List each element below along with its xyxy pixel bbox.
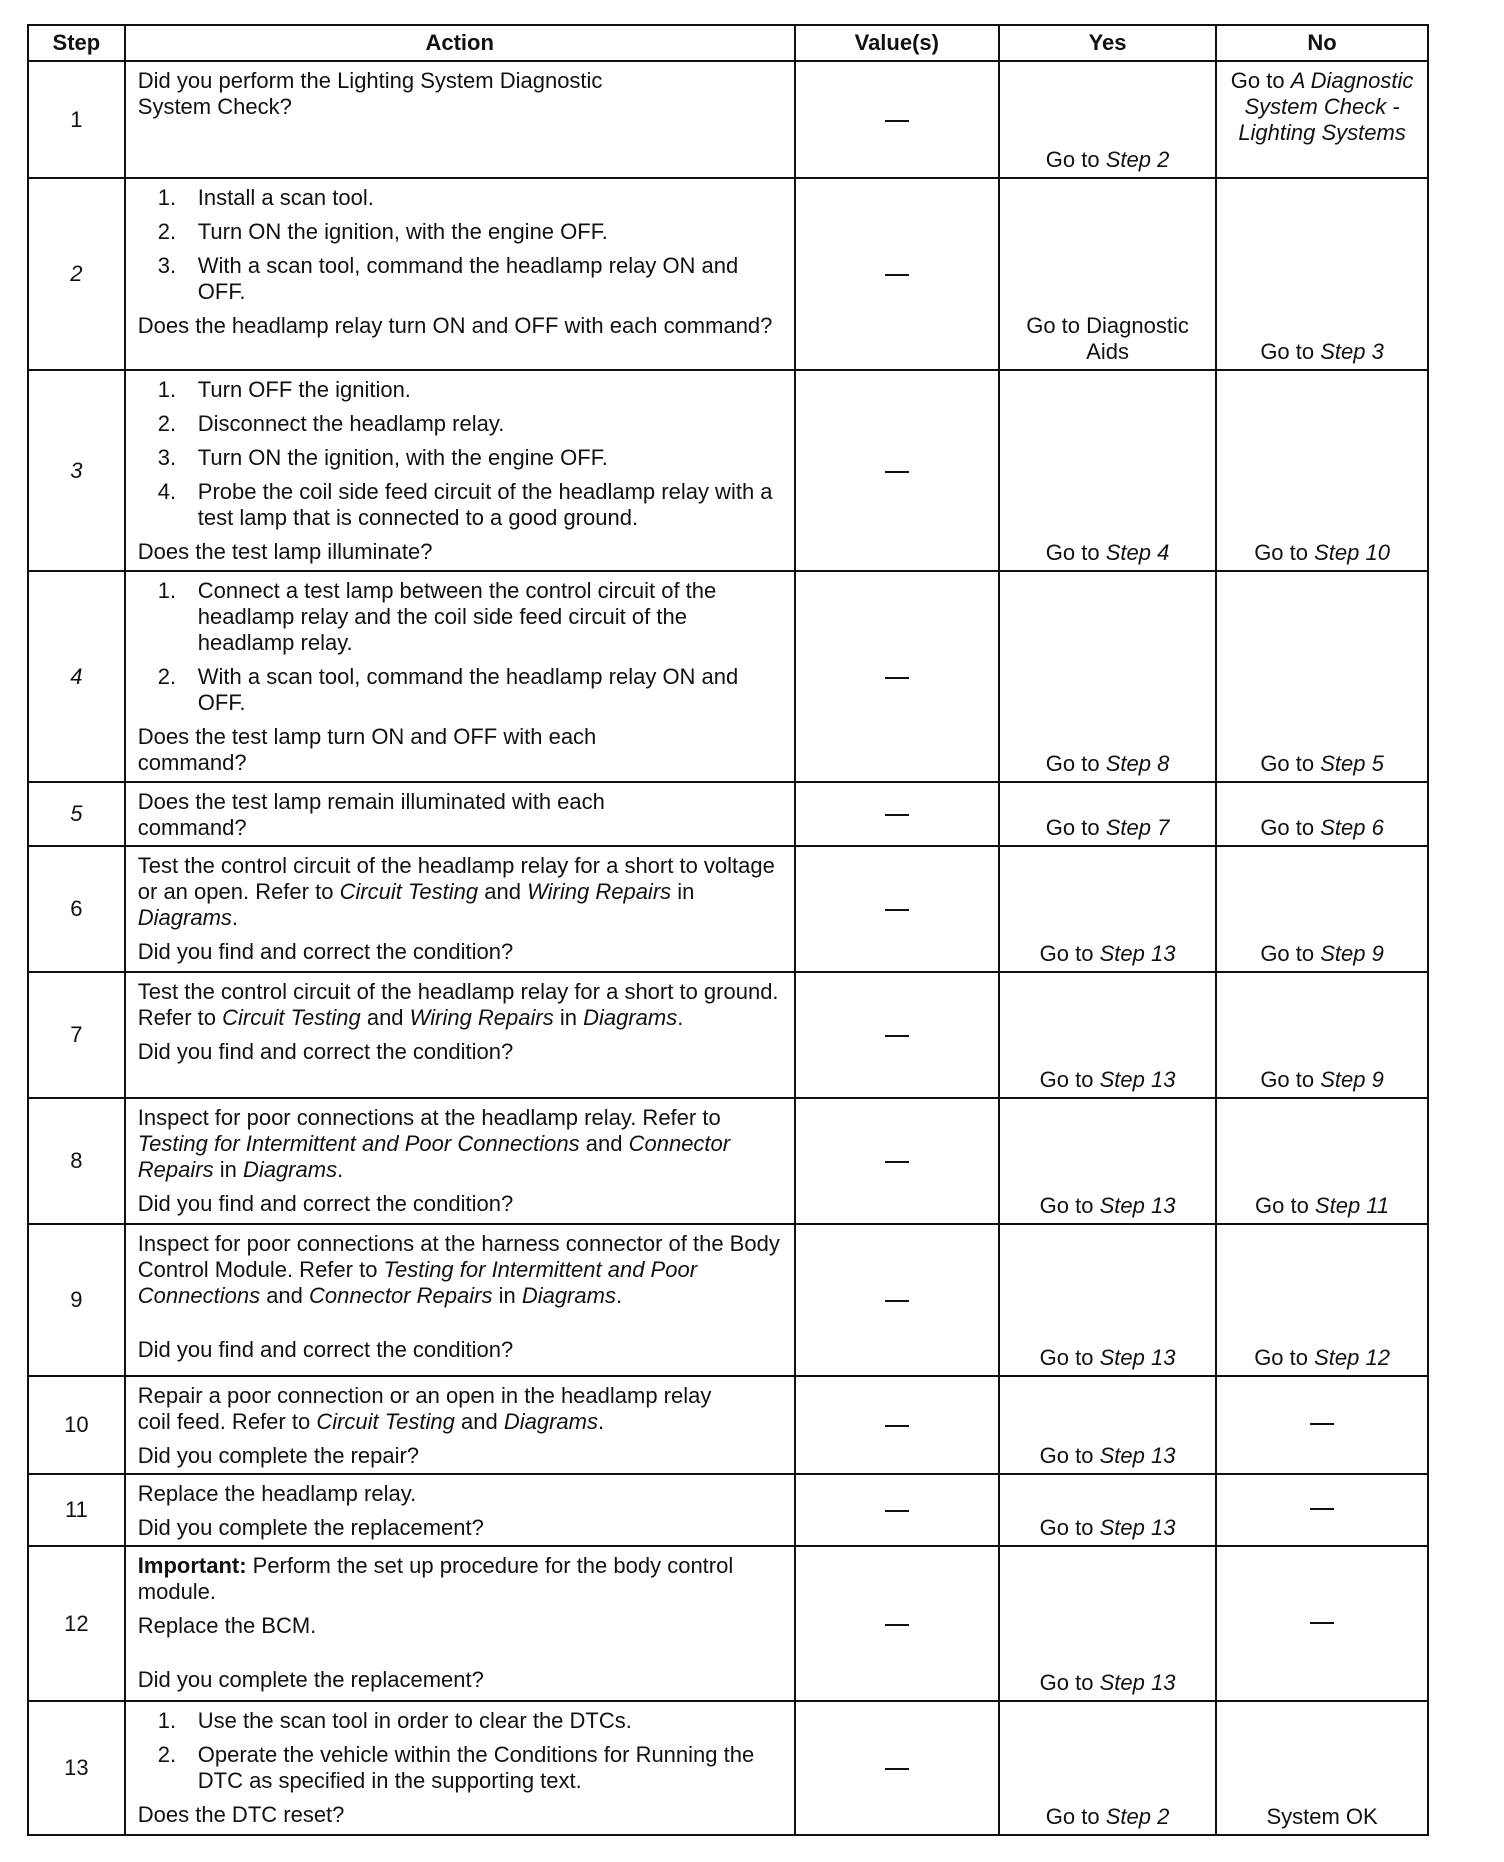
action-list bbox=[138, 578, 784, 716]
action-cell bbox=[125, 1701, 795, 1835]
dash-mark bbox=[885, 1035, 909, 1037]
no-link: Step 10 bbox=[1314, 540, 1390, 565]
list-item: 1. Use the scan tool in order to clear the DTCs. bbox=[157, 1708, 632, 1733]
table-row bbox=[28, 972, 1428, 1098]
no-cell bbox=[1216, 1474, 1428, 1546]
yes-link: Step 4 bbox=[1105, 540, 1170, 565]
no-link: Step 5 bbox=[1320, 751, 1384, 776]
step-number: 7 bbox=[28, 972, 125, 1098]
dash-mark bbox=[885, 1425, 909, 1427]
header-values: Value(s) bbox=[795, 25, 999, 61]
value-cell bbox=[795, 972, 999, 1098]
no-link: A Diagnostic System Check - Lighting Systems bbox=[1238, 68, 1414, 145]
yes-cell: Go to Step 13 bbox=[999, 1376, 1216, 1474]
dash-mark bbox=[885, 274, 909, 276]
yes-cell bbox=[999, 61, 1216, 178]
action-list bbox=[138, 377, 784, 531]
yes-cell: Go to Step 7 bbox=[999, 782, 1216, 846]
yes-text: Go to Diagnostic Aids bbox=[1026, 313, 1189, 364]
table-row bbox=[28, 370, 1428, 571]
value-cell bbox=[795, 61, 999, 178]
action-question: Does the headlamp relay turn ON and OFF with each command? bbox=[137, 313, 773, 338]
action-question: Did you perform the Lighting System Diagnostic System Check? bbox=[137, 68, 603, 119]
value-cell bbox=[795, 1098, 999, 1224]
action-cell bbox=[125, 61, 795, 178]
action-question: Does the test lamp illuminate? bbox=[137, 539, 433, 564]
no-cell bbox=[1216, 1546, 1428, 1701]
action-cell bbox=[125, 1098, 795, 1224]
yes-text: Go to bbox=[1045, 147, 1106, 172]
yes-cell: Go to Step 8 bbox=[999, 571, 1216, 782]
value-cell bbox=[795, 1701, 999, 1835]
action-question: Did you complete the replacement? bbox=[137, 1515, 484, 1540]
list-item: 1. Connect a test lamp between the control circuit of the headlamp relay and the coil side feed circuit of the headlamp relay. bbox=[157, 578, 717, 655]
step-number: 2 bbox=[28, 178, 125, 370]
action-question: Does the test lamp remain illuminated with each command? bbox=[137, 789, 605, 840]
yes-cell: Go to Step 13 bbox=[999, 1098, 1216, 1224]
yes-link: Step 13 bbox=[1099, 1345, 1176, 1370]
yes-link: Step 13 bbox=[1099, 1670, 1176, 1695]
no-link: Step 9 bbox=[1320, 1067, 1384, 1092]
action-question: Did you complete the repair? bbox=[137, 1443, 420, 1468]
list-item: 3. With a scan tool, command the headlamp relay ON and OFF. bbox=[157, 253, 739, 304]
action-cell bbox=[125, 846, 795, 972]
value-cell bbox=[795, 1224, 999, 1376]
action-cell bbox=[125, 370, 795, 571]
value-cell bbox=[795, 782, 999, 846]
action-cell bbox=[125, 782, 795, 846]
yes-link: Step 2 bbox=[1105, 147, 1170, 172]
yes-cell: Go to Step 4 bbox=[999, 370, 1216, 571]
list-item: 4. Probe the coil side feed circuit of the headlamp relay with a test lamp that is connected to a good ground. bbox=[157, 479, 773, 530]
no-link: Step 3 bbox=[1320, 339, 1384, 364]
no-cell: Go to Step 3 bbox=[1216, 178, 1428, 370]
yes-link: Step 13 bbox=[1099, 1193, 1176, 1218]
dash-mark bbox=[885, 909, 909, 911]
header-row bbox=[28, 25, 1428, 61]
step-number: 10 bbox=[28, 1376, 125, 1474]
no-link: Step 12 bbox=[1314, 1345, 1390, 1370]
list-item: 3. Turn ON the ignition, with the engine OFF. bbox=[157, 445, 608, 470]
no-cell: Go to Step 9 bbox=[1216, 846, 1428, 972]
value-cell bbox=[795, 1474, 999, 1546]
yes-cell: Go to Step 13 bbox=[999, 972, 1216, 1098]
action-question: Did you complete the replacement? bbox=[137, 1667, 484, 1692]
no-text: System OK bbox=[1266, 1804, 1378, 1829]
list-item: 2. Turn ON the ignition, with the engine OFF. bbox=[157, 219, 608, 244]
yes-cell: Go to Step 13 bbox=[999, 1546, 1216, 1701]
step-number: 5 bbox=[28, 782, 125, 846]
action-instruction: Test the control circuit of the headlamp relay for a short to ground. Refer to Circuit Testing and Wiring Repairs in Diagrams. bbox=[137, 979, 779, 1030]
no-cell: Go to Step 12 bbox=[1216, 1224, 1428, 1376]
no-cell: Go to Step 9 bbox=[1216, 972, 1428, 1098]
table-row bbox=[28, 571, 1428, 782]
table-row bbox=[28, 1546, 1428, 1701]
dash-mark bbox=[885, 677, 909, 679]
table-row bbox=[28, 178, 1428, 370]
action-instruction: Repair a poor connection or an open in the headlamp relay coil feed. Refer to Circuit Testing and Diagrams. bbox=[137, 1383, 712, 1434]
list-item: 1. Install a scan tool. bbox=[157, 185, 374, 210]
important-note: Important: Perform the set up procedure for the body control module. bbox=[137, 1553, 734, 1604]
dash-mark bbox=[885, 1624, 909, 1626]
no-text: Go to bbox=[1230, 68, 1291, 93]
action-question: Did you find and correct the condition? bbox=[137, 1191, 514, 1216]
action-question: Did you find and correct the condition? bbox=[137, 939, 514, 964]
action-question: Does the DTC reset? bbox=[137, 1802, 345, 1827]
table-row bbox=[28, 61, 1428, 178]
table-row bbox=[28, 1701, 1428, 1835]
action-cell bbox=[125, 1546, 795, 1701]
yes-link: Step 2 bbox=[1105, 1804, 1170, 1829]
action-instruction: Inspect for poor connections at the harness connector of the Body Control Module. Refer to Testing for Intermittent and Poor Connections and Connector Repairs in Diagrams. bbox=[137, 1231, 780, 1308]
table-row bbox=[28, 1098, 1428, 1224]
yes-link: Step 13 bbox=[1099, 941, 1176, 966]
table-row bbox=[28, 782, 1428, 846]
action-cell bbox=[125, 972, 795, 1098]
no-cell: Go to Step 5 bbox=[1216, 571, 1428, 782]
action-instruction: Test the control circuit of the headlamp relay for a short to voltage or an open. Refer to Circuit Testing and Wiring Repairs in Diagrams. bbox=[137, 853, 775, 930]
yes-cell bbox=[999, 178, 1216, 370]
value-cell bbox=[795, 846, 999, 972]
table-row bbox=[28, 1224, 1428, 1376]
dash-mark bbox=[885, 471, 909, 473]
action-cell bbox=[125, 571, 795, 782]
no-cell bbox=[1216, 61, 1428, 178]
action-instruction: Replace the BCM. bbox=[137, 1613, 317, 1638]
list-item: 2. With a scan tool, command the headlamp relay ON and OFF. bbox=[157, 664, 739, 715]
dash-mark bbox=[885, 814, 909, 816]
dash-mark bbox=[1310, 1622, 1334, 1624]
yes-link: Step 7 bbox=[1105, 815, 1170, 840]
yes-link: Step 13 bbox=[1099, 1067, 1176, 1092]
dash-mark bbox=[885, 1161, 909, 1163]
dash-mark bbox=[885, 120, 909, 122]
table-row bbox=[28, 1376, 1428, 1474]
no-link: Step 9 bbox=[1320, 941, 1384, 966]
list-item: 2. Disconnect the headlamp relay. bbox=[157, 411, 505, 436]
dash-mark bbox=[885, 1510, 909, 1512]
header-yes: Yes bbox=[999, 25, 1216, 61]
header-step: Step bbox=[28, 25, 125, 61]
header-no: No bbox=[1216, 25, 1428, 61]
yes-cell: Go to Step 13 bbox=[999, 846, 1216, 972]
no-link: Step 11 bbox=[1314, 1193, 1390, 1218]
yes-cell: Go to Step 2 bbox=[999, 1701, 1216, 1835]
action-list bbox=[138, 1708, 784, 1794]
action-question: Does the test lamp turn ON and OFF with each command? bbox=[137, 724, 597, 775]
yes-link: Step 13 bbox=[1099, 1515, 1176, 1540]
dash-mark bbox=[1310, 1508, 1334, 1510]
header-action: Action bbox=[125, 25, 795, 61]
step-number: 13 bbox=[28, 1701, 125, 1835]
table-row bbox=[28, 1474, 1428, 1546]
no-cell: Go to Step 10 bbox=[1216, 370, 1428, 571]
step-number: 3 bbox=[28, 370, 125, 571]
no-cell: Go to Step 11 bbox=[1216, 1098, 1428, 1224]
dash-mark bbox=[885, 1300, 909, 1302]
action-question: Did you find and correct the condition? bbox=[137, 1337, 514, 1362]
action-list bbox=[138, 185, 784, 305]
yes-cell: Go to Step 13 bbox=[999, 1224, 1216, 1376]
action-question: Did you find and correct the condition? bbox=[137, 1039, 514, 1064]
diagnostic-table bbox=[27, 24, 1429, 1836]
no-cell bbox=[1216, 1376, 1428, 1474]
yes-link: Step 8 bbox=[1105, 751, 1170, 776]
value-cell bbox=[795, 1546, 999, 1701]
value-cell bbox=[795, 1376, 999, 1474]
step-number: 12 bbox=[28, 1546, 125, 1701]
dash-mark bbox=[1310, 1423, 1334, 1425]
step-number: 11 bbox=[28, 1474, 125, 1546]
step-number: 4 bbox=[28, 571, 125, 782]
value-cell bbox=[795, 370, 999, 571]
yes-cell: Go to Step 13 bbox=[999, 1474, 1216, 1546]
value-cell bbox=[795, 178, 999, 370]
list-item: 1. Turn OFF the ignition. bbox=[157, 377, 411, 402]
step-number: 8 bbox=[28, 1098, 125, 1224]
list-item: 2. Operate the vehicle within the Conditions for Running the DTC as specified in the supporting text. bbox=[157, 1742, 755, 1793]
step-number: 1 bbox=[28, 61, 125, 178]
step-number: 6 bbox=[28, 846, 125, 972]
dash-mark bbox=[885, 1768, 909, 1770]
value-cell bbox=[795, 571, 999, 782]
table-row bbox=[28, 846, 1428, 972]
action-instruction: Replace the headlamp relay. bbox=[137, 1481, 417, 1506]
action-cell bbox=[125, 1376, 795, 1474]
no-cell bbox=[1216, 1701, 1428, 1835]
no-cell: Go to Step 6 bbox=[1216, 782, 1428, 846]
action-cell bbox=[125, 178, 795, 370]
no-link: Step 6 bbox=[1320, 815, 1384, 840]
step-number: 9 bbox=[28, 1224, 125, 1376]
action-cell bbox=[125, 1224, 795, 1376]
action-instruction: Inspect for poor connections at the headlamp relay. Refer to Testing for Intermittent and Poor Connections and Connector Repairs in Diagrams. bbox=[137, 1105, 731, 1182]
action-cell bbox=[125, 1474, 795, 1546]
yes-link: Step 13 bbox=[1099, 1443, 1176, 1468]
